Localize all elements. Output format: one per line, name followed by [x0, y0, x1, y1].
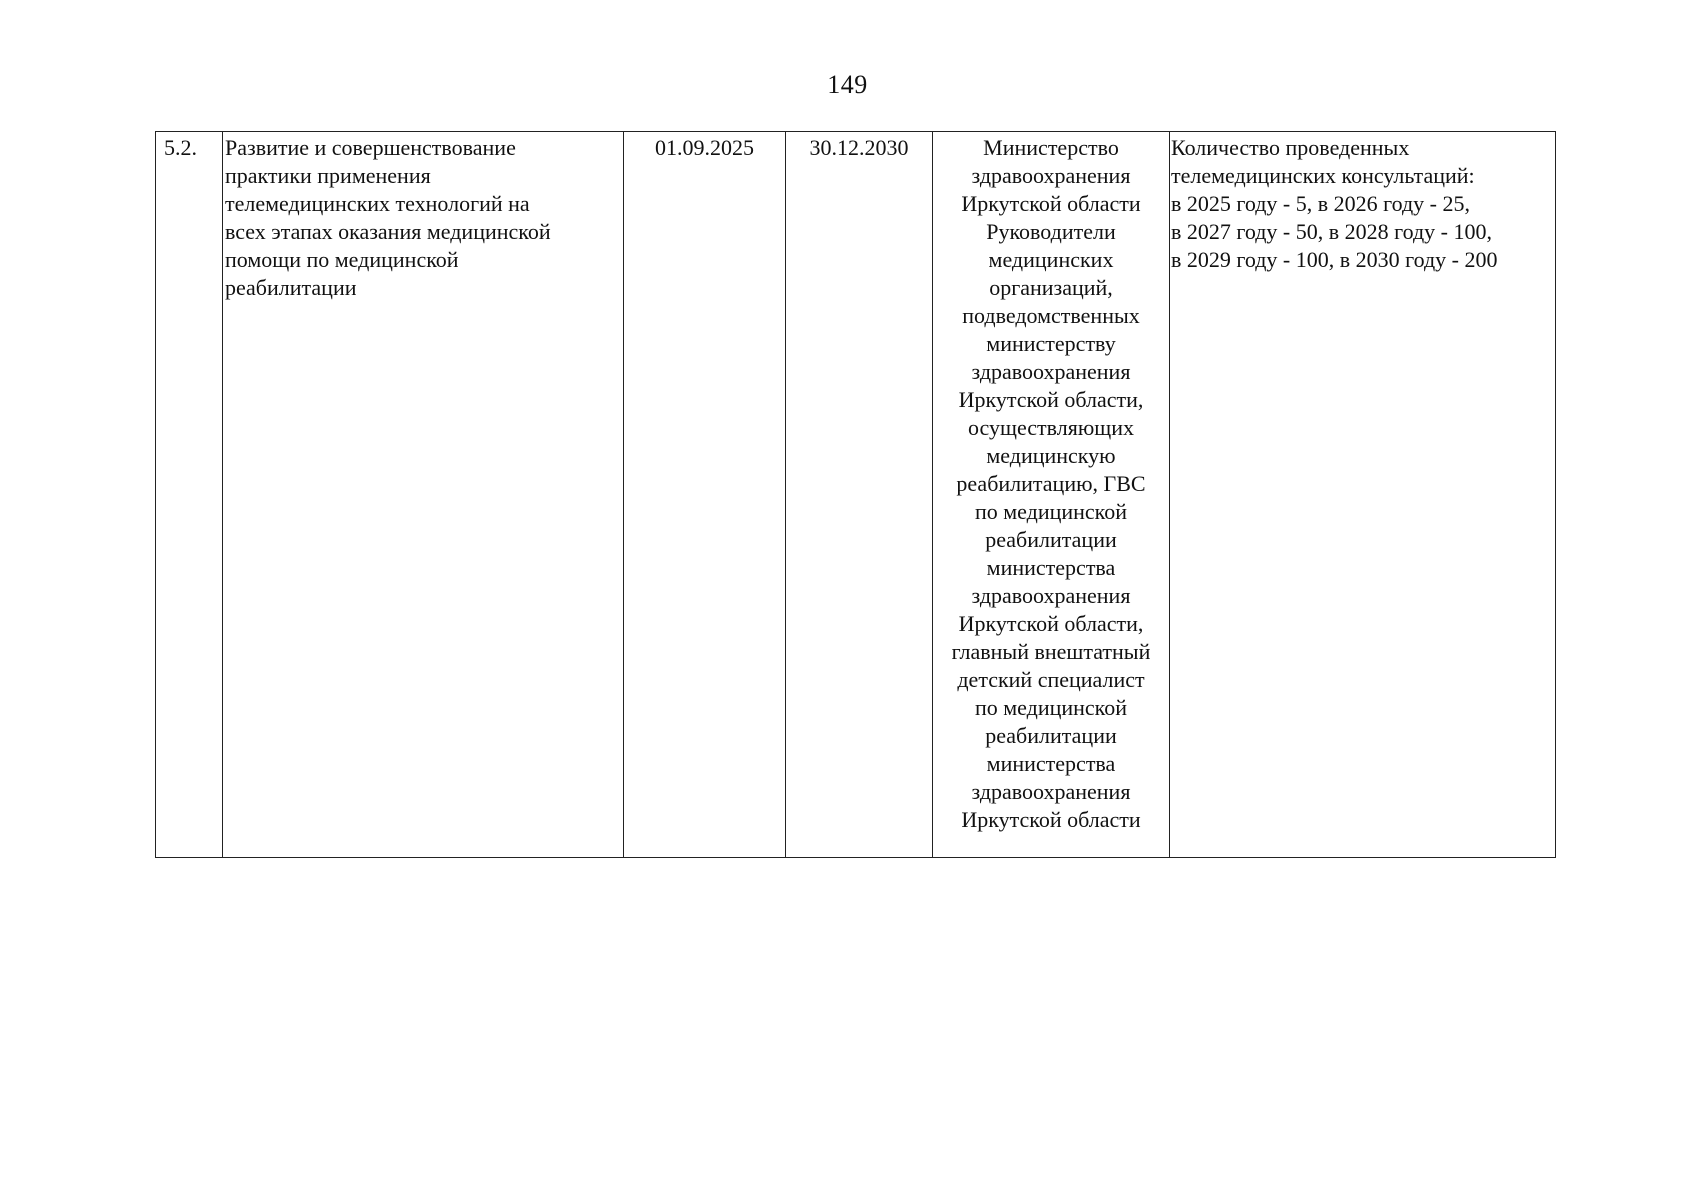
responsible-line: реабилитации — [985, 527, 1117, 552]
result-line: в 2029 году - 100, в 2030 году - 200 — [1171, 247, 1498, 272]
responsible-line: здравоохранения — [971, 359, 1131, 384]
responsible-line: детский специалист — [957, 667, 1145, 692]
responsible-line: министерства — [986, 751, 1116, 776]
table-row — [156, 132, 1556, 858]
activity-name-line: телемедицинских технологий на — [225, 191, 530, 216]
responsible-line: Иркутской области — [961, 191, 1141, 216]
responsible-line: здравоохранения — [971, 779, 1131, 804]
cell-start-date: 01.09.2025 — [624, 132, 786, 858]
page-number: 149 — [827, 70, 868, 99]
responsible-line: министерства — [986, 555, 1116, 580]
cell-expected-result — [1170, 132, 1556, 858]
responsible-line: главный внештатный — [951, 639, 1151, 664]
responsible-line: Руководители — [986, 219, 1116, 244]
cell-end-date: 30.12.2030 — [786, 132, 933, 858]
responsible-line: Иркутской области — [961, 807, 1141, 832]
result-line: в 2025 году - 5, в 2026 году - 25, — [1171, 191, 1470, 216]
result-line: Количество проведенных — [1171, 135, 1410, 160]
responsible-line: организаций, — [989, 275, 1113, 300]
activity-name-line: практики применения — [225, 163, 431, 188]
activity-name-line: реабилитации — [225, 275, 357, 300]
plan-table — [155, 131, 1556, 858]
responsible-line: по медицинской — [974, 499, 1128, 524]
activity-name-line: помощи по медицинской — [225, 247, 459, 272]
responsible-line: здравоохранения — [971, 163, 1131, 188]
activity-name-line: Развитие и совершенствование — [225, 135, 516, 160]
responsible-line: здравоохранения — [971, 583, 1131, 608]
responsible-line: по медицинской — [974, 695, 1128, 720]
result-line: телемедицинских консультаций: — [1171, 163, 1475, 188]
responsible-line: реабилитацию, ГВС — [956, 471, 1146, 496]
responsible-line: реабилитации — [985, 723, 1117, 748]
result-line: в 2027 году - 50, в 2028 году - 100, — [1171, 219, 1492, 244]
cell-activity-name — [223, 132, 624, 858]
responsible-line: Иркутской области, — [958, 387, 1144, 412]
responsible-line: осуществляющих — [968, 415, 1134, 440]
cell-item-number: 5.2. — [156, 132, 223, 858]
cell-responsible — [933, 132, 1170, 858]
responsible-line: медицинских — [988, 247, 1114, 272]
responsible-line: подведомственных — [962, 303, 1140, 328]
activity-name-line: всех этапах оказания медицинской — [225, 219, 551, 244]
responsible-line: Иркутской области, — [958, 611, 1144, 636]
responsible-line: медицинскую — [986, 443, 1116, 468]
responsible-line: Министерство — [983, 135, 1119, 160]
responsible-line: министерству — [986, 331, 1116, 356]
